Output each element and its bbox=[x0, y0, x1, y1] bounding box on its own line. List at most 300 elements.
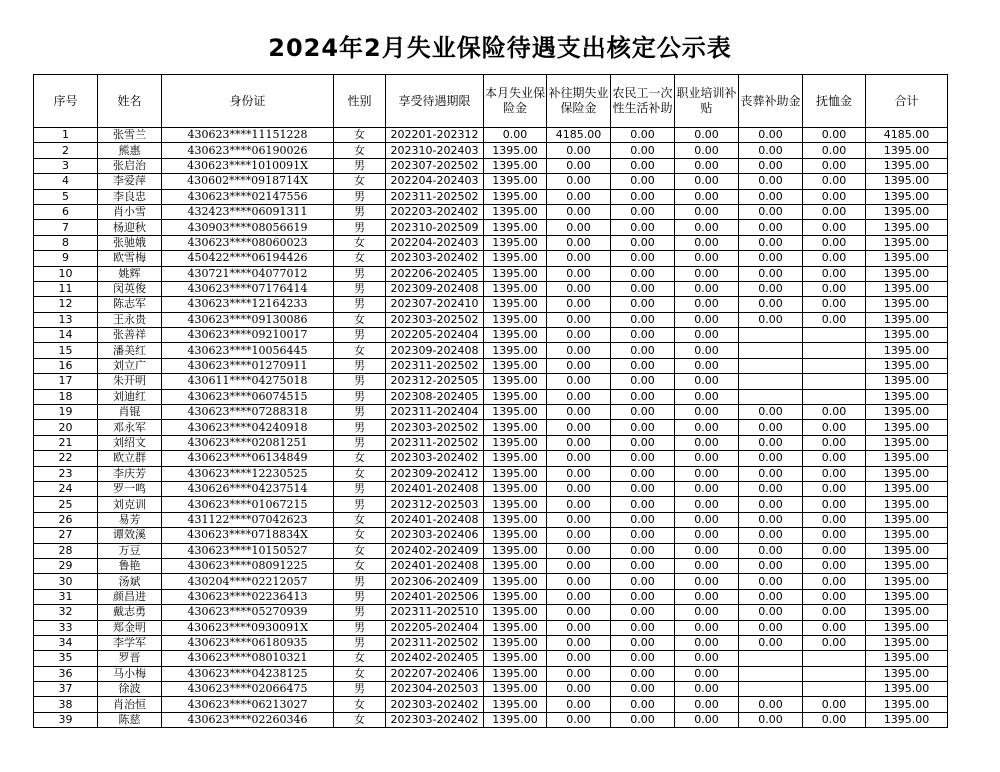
cell-migrant-subsidy: 0.00 bbox=[611, 651, 675, 666]
cell-id: 430623****10150527 bbox=[162, 543, 334, 558]
cell-monthly: 1395.00 bbox=[484, 358, 547, 373]
cell-id: 430623****08060023 bbox=[162, 235, 334, 250]
cell-pension: 0.00 bbox=[803, 405, 866, 420]
cell-funeral bbox=[739, 343, 803, 358]
cell-pension: 0.00 bbox=[803, 497, 866, 512]
cell-migrant-subsidy: 0.00 bbox=[611, 266, 675, 281]
cell-index: 26 bbox=[34, 512, 98, 527]
cell-pension: 0.00 bbox=[803, 158, 866, 173]
cell-backpay: 0.00 bbox=[547, 435, 611, 450]
cell-index: 16 bbox=[34, 358, 98, 373]
cell-total: 1395.00 bbox=[866, 589, 948, 604]
cell-index: 8 bbox=[34, 235, 98, 250]
cell-training: 0.00 bbox=[675, 220, 739, 235]
cell-backpay: 0.00 bbox=[547, 712, 611, 727]
table-row bbox=[34, 251, 948, 266]
cell-period: 202311-202502 bbox=[386, 358, 484, 373]
cell-pension: 0.00 bbox=[803, 204, 866, 219]
cell-index: 3 bbox=[34, 158, 98, 173]
cell-training: 0.00 bbox=[675, 420, 739, 435]
cell-pension: 0.00 bbox=[803, 220, 866, 235]
cell-total: 1395.00 bbox=[866, 420, 948, 435]
cell-period: 202310-202509 bbox=[386, 220, 484, 235]
cell-pension: 0.00 bbox=[803, 435, 866, 450]
table-row bbox=[34, 343, 948, 358]
cell-sex: 男 bbox=[334, 220, 386, 235]
cell-total: 1395.00 bbox=[866, 358, 948, 373]
cell-total: 1395.00 bbox=[866, 512, 948, 527]
table-row bbox=[34, 543, 948, 558]
table-row bbox=[34, 712, 948, 727]
cell-name: 熊惠 bbox=[98, 143, 162, 158]
cell-pension: 0.00 bbox=[803, 251, 866, 266]
cell-sex: 男 bbox=[334, 281, 386, 296]
cell-migrant-subsidy: 0.00 bbox=[611, 143, 675, 158]
cell-backpay: 0.00 bbox=[547, 143, 611, 158]
cell-funeral: 0.00 bbox=[739, 605, 803, 620]
table-row bbox=[34, 297, 948, 312]
cell-total: 1395.00 bbox=[866, 620, 948, 635]
cell-total: 1395.00 bbox=[866, 374, 948, 389]
cell-monthly: 1395.00 bbox=[484, 589, 547, 604]
table-row bbox=[34, 697, 948, 712]
cell-training: 0.00 bbox=[675, 666, 739, 681]
cell-monthly: 1395.00 bbox=[484, 666, 547, 681]
cell-migrant-subsidy: 0.00 bbox=[611, 405, 675, 420]
cell-monthly: 1395.00 bbox=[484, 143, 547, 158]
cell-name: 易芳 bbox=[98, 512, 162, 527]
cell-funeral: 0.00 bbox=[739, 297, 803, 312]
cell-pension bbox=[803, 328, 866, 343]
cell-name: 张驰娥 bbox=[98, 235, 162, 250]
cell-backpay: 0.00 bbox=[547, 420, 611, 435]
cell-monthly: 1395.00 bbox=[484, 543, 547, 558]
table-row bbox=[34, 666, 948, 681]
cell-monthly: 1395.00 bbox=[484, 174, 547, 189]
cell-sex: 女 bbox=[334, 697, 386, 712]
cell-backpay: 0.00 bbox=[547, 220, 611, 235]
cell-index: 33 bbox=[34, 620, 98, 635]
cell-backpay: 0.00 bbox=[547, 189, 611, 204]
table-row bbox=[34, 420, 948, 435]
cell-period: 202312-202505 bbox=[386, 374, 484, 389]
cell-pension bbox=[803, 343, 866, 358]
cell-monthly: 1395.00 bbox=[484, 481, 547, 496]
cell-monthly: 1395.00 bbox=[484, 605, 547, 620]
cell-period: 202309-202408 bbox=[386, 343, 484, 358]
cell-total: 1395.00 bbox=[866, 558, 948, 573]
cell-pension bbox=[803, 358, 866, 373]
cell-backpay: 0.00 bbox=[547, 374, 611, 389]
cell-sex: 男 bbox=[334, 204, 386, 219]
cell-total: 1395.00 bbox=[866, 343, 948, 358]
cell-migrant-subsidy: 0.00 bbox=[611, 374, 675, 389]
cell-total: 1395.00 bbox=[866, 158, 948, 173]
cell-migrant-subsidy: 0.00 bbox=[611, 343, 675, 358]
cell-name: 戴志勇 bbox=[98, 605, 162, 620]
cell-id: 430623****12164233 bbox=[162, 297, 334, 312]
cell-migrant-subsidy: 0.00 bbox=[611, 512, 675, 527]
table-row bbox=[34, 204, 948, 219]
cell-period: 202309-202408 bbox=[386, 281, 484, 296]
cell-migrant-subsidy: 0.00 bbox=[611, 158, 675, 173]
cell-backpay: 0.00 bbox=[547, 697, 611, 712]
cell-funeral: 0.00 bbox=[739, 312, 803, 327]
cell-name: 罗晋 bbox=[98, 651, 162, 666]
cell-funeral: 0.00 bbox=[739, 451, 803, 466]
cell-funeral: 0.00 bbox=[739, 435, 803, 450]
cell-migrant-subsidy: 0.00 bbox=[611, 328, 675, 343]
cell-migrant-subsidy: 0.00 bbox=[611, 174, 675, 189]
cell-id: 430623****08091225 bbox=[162, 558, 334, 573]
cell-name: 姚辉 bbox=[98, 266, 162, 281]
cell-id: 430623****1010091X bbox=[162, 158, 334, 173]
cell-funeral bbox=[739, 358, 803, 373]
cell-sex: 女 bbox=[334, 558, 386, 573]
table-row bbox=[34, 451, 948, 466]
cell-index: 7 bbox=[34, 220, 98, 235]
cell-training: 0.00 bbox=[675, 574, 739, 589]
cell-id: 430623****06180935 bbox=[162, 635, 334, 650]
cell-training: 0.00 bbox=[675, 605, 739, 620]
cell-training: 0.00 bbox=[675, 620, 739, 635]
cell-backpay: 0.00 bbox=[547, 666, 611, 681]
cell-sex: 女 bbox=[334, 512, 386, 527]
cell-id: 430903****08056619 bbox=[162, 220, 334, 235]
cell-total: 1395.00 bbox=[866, 251, 948, 266]
cell-migrant-subsidy: 0.00 bbox=[611, 712, 675, 727]
cell-backpay: 0.00 bbox=[547, 266, 611, 281]
cell-funeral bbox=[739, 651, 803, 666]
cell-pension: 0.00 bbox=[803, 312, 866, 327]
cell-monthly: 1395.00 bbox=[484, 297, 547, 312]
cell-index: 21 bbox=[34, 435, 98, 450]
cell-sex: 女 bbox=[334, 451, 386, 466]
cell-total: 1395.00 bbox=[866, 204, 948, 219]
cell-backpay: 0.00 bbox=[547, 343, 611, 358]
cell-period: 202312-202503 bbox=[386, 497, 484, 512]
cell-index: 30 bbox=[34, 574, 98, 589]
cell-sex: 女 bbox=[334, 651, 386, 666]
cell-migrant-subsidy: 0.00 bbox=[611, 128, 675, 143]
table-row bbox=[34, 405, 948, 420]
cell-monthly: 1395.00 bbox=[484, 312, 547, 327]
cell-name: 颜昌进 bbox=[98, 589, 162, 604]
cell-monthly: 1395.00 bbox=[484, 374, 547, 389]
cell-training: 0.00 bbox=[675, 297, 739, 312]
cell-training: 0.00 bbox=[675, 697, 739, 712]
col-header-id: 身份证 bbox=[162, 75, 334, 128]
cell-id: 450422****06194426 bbox=[162, 251, 334, 266]
cell-monthly: 1395.00 bbox=[484, 528, 547, 543]
cell-id: 430623****02081251 bbox=[162, 435, 334, 450]
cell-sex: 女 bbox=[334, 312, 386, 327]
cell-name: 闵英俊 bbox=[98, 281, 162, 296]
cell-period: 202309-202412 bbox=[386, 466, 484, 481]
cell-sex: 女 bbox=[334, 343, 386, 358]
cell-total: 1395.00 bbox=[866, 405, 948, 420]
cell-migrant-subsidy: 0.00 bbox=[611, 635, 675, 650]
cell-monthly: 1395.00 bbox=[484, 497, 547, 512]
cell-monthly: 1395.00 bbox=[484, 651, 547, 666]
cell-training: 0.00 bbox=[675, 543, 739, 558]
cell-period: 202311-202502 bbox=[386, 435, 484, 450]
table-row bbox=[34, 128, 948, 143]
cell-pension: 0.00 bbox=[803, 697, 866, 712]
cell-period: 202402-202409 bbox=[386, 543, 484, 558]
cell-monthly: 1395.00 bbox=[484, 281, 547, 296]
cell-backpay: 0.00 bbox=[547, 358, 611, 373]
cell-id: 430623****07288318 bbox=[162, 405, 334, 420]
payout-table bbox=[33, 74, 948, 728]
cell-name: 邓永军 bbox=[98, 420, 162, 435]
cell-sex: 男 bbox=[334, 189, 386, 204]
table-row bbox=[34, 481, 948, 496]
cell-name: 陈志军 bbox=[98, 297, 162, 312]
cell-funeral: 0.00 bbox=[739, 128, 803, 143]
col-header-migrant-subsidy: 农民工一次性生活补助 bbox=[611, 75, 675, 128]
cell-training: 0.00 bbox=[675, 435, 739, 450]
cell-backpay: 0.00 bbox=[547, 635, 611, 650]
cell-backpay: 0.00 bbox=[547, 574, 611, 589]
cell-migrant-subsidy: 0.00 bbox=[611, 481, 675, 496]
cell-index: 19 bbox=[34, 405, 98, 420]
cell-sex: 男 bbox=[334, 481, 386, 496]
cell-index: 11 bbox=[34, 281, 98, 296]
cell-total: 1395.00 bbox=[866, 697, 948, 712]
cell-id: 432423****06091311 bbox=[162, 204, 334, 219]
cell-period: 202401-202506 bbox=[386, 589, 484, 604]
table-row bbox=[34, 328, 948, 343]
cell-migrant-subsidy: 0.00 bbox=[611, 543, 675, 558]
cell-period: 202311-202510 bbox=[386, 605, 484, 620]
cell-training: 0.00 bbox=[675, 174, 739, 189]
cell-name: 徐波 bbox=[98, 682, 162, 697]
cell-training: 0.00 bbox=[675, 389, 739, 404]
table-row bbox=[34, 635, 948, 650]
cell-period: 202207-202406 bbox=[386, 666, 484, 681]
cell-sex: 女 bbox=[334, 143, 386, 158]
cell-pension bbox=[803, 374, 866, 389]
cell-monthly: 1395.00 bbox=[484, 158, 547, 173]
cell-period: 202303-202406 bbox=[386, 528, 484, 543]
table-row bbox=[34, 620, 948, 635]
table-row bbox=[34, 435, 948, 450]
cell-name: 张雪兰 bbox=[98, 128, 162, 143]
cell-index: 4 bbox=[34, 174, 98, 189]
cell-sex: 女 bbox=[334, 174, 386, 189]
cell-pension: 0.00 bbox=[803, 528, 866, 543]
cell-monthly: 1395.00 bbox=[484, 204, 547, 219]
cell-sex: 女 bbox=[334, 251, 386, 266]
cell-migrant-subsidy: 0.00 bbox=[611, 574, 675, 589]
cell-training: 0.00 bbox=[675, 158, 739, 173]
page-title: 2024年2月失业保险待遇支出核定公示表 bbox=[268, 34, 732, 62]
cell-monthly: 1395.00 bbox=[484, 389, 547, 404]
table-row bbox=[34, 174, 948, 189]
cell-pension: 0.00 bbox=[803, 174, 866, 189]
cell-training: 0.00 bbox=[675, 405, 739, 420]
cell-period: 202303-202502 bbox=[386, 420, 484, 435]
cell-backpay: 0.00 bbox=[547, 481, 611, 496]
cell-index: 5 bbox=[34, 189, 98, 204]
cell-funeral: 0.00 bbox=[739, 174, 803, 189]
cell-backpay: 0.00 bbox=[547, 528, 611, 543]
cell-backpay: 0.00 bbox=[547, 466, 611, 481]
cell-period: 202401-202408 bbox=[386, 481, 484, 496]
cell-backpay: 0.00 bbox=[547, 497, 611, 512]
cell-funeral: 0.00 bbox=[739, 204, 803, 219]
cell-total: 1395.00 bbox=[866, 174, 948, 189]
cell-pension bbox=[803, 666, 866, 681]
cell-training: 0.00 bbox=[675, 281, 739, 296]
cell-training: 0.00 bbox=[675, 251, 739, 266]
cell-sex: 男 bbox=[334, 358, 386, 373]
cell-id: 430623****06134849 bbox=[162, 451, 334, 466]
cell-backpay: 0.00 bbox=[547, 558, 611, 573]
cell-total: 1395.00 bbox=[866, 235, 948, 250]
cell-sex: 男 bbox=[334, 620, 386, 635]
cell-total: 1395.00 bbox=[866, 220, 948, 235]
table-row bbox=[34, 466, 948, 481]
cell-name: 鲁艳 bbox=[98, 558, 162, 573]
cell-index: 31 bbox=[34, 589, 98, 604]
cell-funeral: 0.00 bbox=[739, 712, 803, 727]
cell-backpay: 0.00 bbox=[547, 328, 611, 343]
cell-monthly: 1395.00 bbox=[484, 435, 547, 450]
cell-name: 李爱萍 bbox=[98, 174, 162, 189]
cell-total: 1395.00 bbox=[866, 605, 948, 620]
cell-sex: 女 bbox=[334, 543, 386, 558]
cell-monthly: 1395.00 bbox=[484, 697, 547, 712]
cell-training: 0.00 bbox=[675, 374, 739, 389]
cell-name: 张启治 bbox=[98, 158, 162, 173]
table-row bbox=[34, 528, 948, 543]
cell-sex: 男 bbox=[334, 374, 386, 389]
cell-index: 28 bbox=[34, 543, 98, 558]
cell-id: 430623****02260346 bbox=[162, 712, 334, 727]
cell-period: 202303-202402 bbox=[386, 451, 484, 466]
cell-backpay: 0.00 bbox=[547, 174, 611, 189]
col-header-backpay: 补往期失业保险金 bbox=[547, 75, 611, 128]
cell-name: 李庆芳 bbox=[98, 466, 162, 481]
cell-id: 430204****02212057 bbox=[162, 574, 334, 589]
cell-funeral bbox=[739, 328, 803, 343]
cell-migrant-subsidy: 0.00 bbox=[611, 312, 675, 327]
table-row bbox=[34, 497, 948, 512]
cell-migrant-subsidy: 0.00 bbox=[611, 605, 675, 620]
table-row bbox=[34, 374, 948, 389]
cell-index: 12 bbox=[34, 297, 98, 312]
cell-id: 430623****12230525 bbox=[162, 466, 334, 481]
cell-migrant-subsidy: 0.00 bbox=[611, 389, 675, 404]
table-row bbox=[34, 682, 948, 697]
header-row bbox=[34, 75, 948, 128]
cell-migrant-subsidy: 0.00 bbox=[611, 281, 675, 296]
cell-migrant-subsidy: 0.00 bbox=[611, 620, 675, 635]
cell-name: 万豆 bbox=[98, 543, 162, 558]
table-row bbox=[34, 220, 948, 235]
cell-backpay: 0.00 bbox=[547, 543, 611, 558]
cell-funeral: 0.00 bbox=[739, 589, 803, 604]
col-header-index: 序号 bbox=[34, 75, 98, 128]
cell-pension: 0.00 bbox=[803, 235, 866, 250]
cell-training: 0.00 bbox=[675, 589, 739, 604]
cell-monthly: 1395.00 bbox=[484, 328, 547, 343]
cell-training: 0.00 bbox=[675, 451, 739, 466]
table-row bbox=[34, 358, 948, 373]
col-header-period: 享受待遇期限 bbox=[386, 75, 484, 128]
cell-monthly: 1395.00 bbox=[484, 466, 547, 481]
cell-pension: 0.00 bbox=[803, 189, 866, 204]
cell-sex: 男 bbox=[334, 420, 386, 435]
cell-backpay: 0.00 bbox=[547, 251, 611, 266]
cell-id: 430623****01270911 bbox=[162, 358, 334, 373]
cell-period: 202307-202410 bbox=[386, 297, 484, 312]
cell-training: 0.00 bbox=[675, 651, 739, 666]
cell-pension: 0.00 bbox=[803, 558, 866, 573]
cell-period: 202204-202403 bbox=[386, 174, 484, 189]
cell-training: 0.00 bbox=[675, 635, 739, 650]
cell-funeral: 0.00 bbox=[739, 405, 803, 420]
cell-training: 0.00 bbox=[675, 143, 739, 158]
cell-total: 1395.00 bbox=[866, 481, 948, 496]
cell-index: 25 bbox=[34, 497, 98, 512]
cell-index: 6 bbox=[34, 204, 98, 219]
cell-index: 18 bbox=[34, 389, 98, 404]
cell-pension: 0.00 bbox=[803, 512, 866, 527]
table-row bbox=[34, 389, 948, 404]
cell-backpay: 0.00 bbox=[547, 589, 611, 604]
cell-training: 0.00 bbox=[675, 266, 739, 281]
cell-period: 202304-202503 bbox=[386, 682, 484, 697]
cell-funeral bbox=[739, 374, 803, 389]
cell-backpay: 0.00 bbox=[547, 235, 611, 250]
cell-sex: 男 bbox=[334, 605, 386, 620]
cell-period: 202206-202405 bbox=[386, 266, 484, 281]
cell-pension: 0.00 bbox=[803, 620, 866, 635]
cell-training: 0.00 bbox=[675, 512, 739, 527]
cell-migrant-subsidy: 0.00 bbox=[611, 697, 675, 712]
cell-sex: 男 bbox=[334, 435, 386, 450]
cell-backpay: 0.00 bbox=[547, 297, 611, 312]
cell-funeral: 0.00 bbox=[739, 497, 803, 512]
cell-total: 1395.00 bbox=[866, 328, 948, 343]
table-row bbox=[34, 143, 948, 158]
cell-sex: 男 bbox=[334, 158, 386, 173]
cell-pension: 0.00 bbox=[803, 635, 866, 650]
cell-index: 35 bbox=[34, 651, 98, 666]
cell-monthly: 1395.00 bbox=[484, 635, 547, 650]
cell-migrant-subsidy: 0.00 bbox=[611, 435, 675, 450]
cell-sex: 男 bbox=[334, 589, 386, 604]
cell-period: 202401-202408 bbox=[386, 512, 484, 527]
cell-pension: 0.00 bbox=[803, 712, 866, 727]
table-row bbox=[34, 512, 948, 527]
cell-sex: 男 bbox=[334, 328, 386, 343]
col-header-sex: 性别 bbox=[334, 75, 386, 128]
cell-id: 430623****07176414 bbox=[162, 281, 334, 296]
cell-pension: 0.00 bbox=[803, 574, 866, 589]
cell-name: 汤斌 bbox=[98, 574, 162, 589]
cell-funeral: 0.00 bbox=[739, 481, 803, 496]
cell-migrant-subsidy: 0.00 bbox=[611, 666, 675, 681]
cell-total: 1395.00 bbox=[866, 312, 948, 327]
cell-funeral: 0.00 bbox=[739, 235, 803, 250]
cell-migrant-subsidy: 0.00 bbox=[611, 220, 675, 235]
cell-period: 202303-202402 bbox=[386, 697, 484, 712]
cell-period: 202310-202403 bbox=[386, 143, 484, 158]
